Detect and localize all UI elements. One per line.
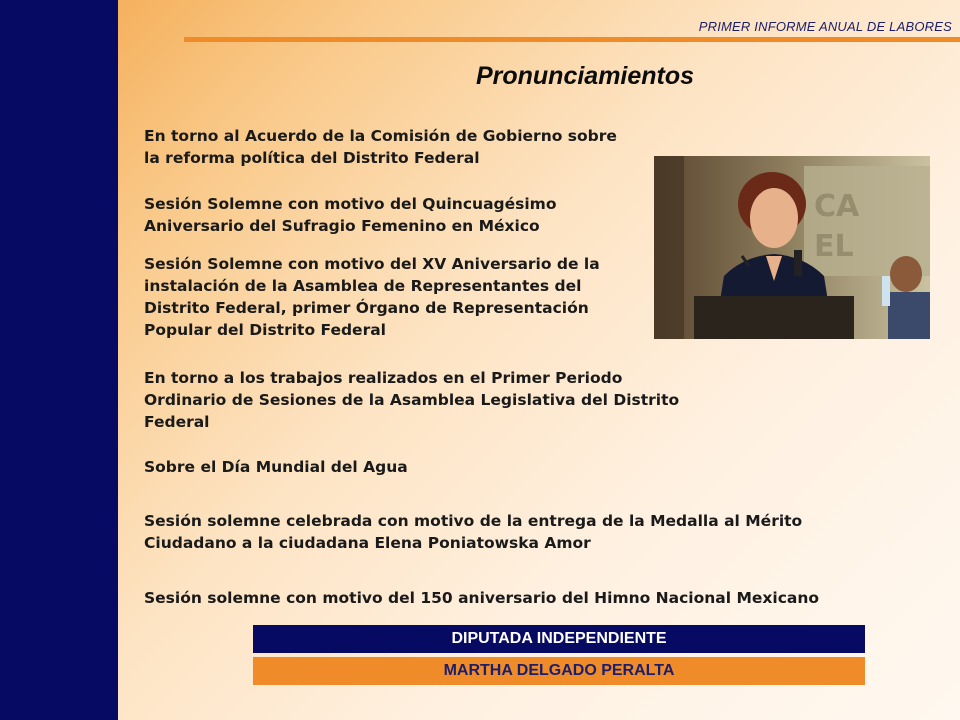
deputy-position-banner: DIPUTADA INDEPENDIENTE [253,625,865,653]
report-label: PRIMER INFORME ANUAL DE LABORES [698,19,952,34]
pronouncement-item-4: En torno a los trabajos realizados en el Primer Periodo Ordinario de Sesiones de la Asamblea Legislativa del Distrito Federal [144,369,680,431]
pronouncement-item-6: Sesión solemne celebrada con motivo de la entrega de la Medalla al Mérito Ciudadano a la ciudadana Elena Poniatowska Amor [144,512,803,552]
page-title: Pronunciamientos [475,62,695,90]
pronouncement-item-7: Sesión solemne con motivo del 150 aniversario del Himno Nacional Mexicano [144,589,820,607]
svg-text:CA: CA [814,189,860,224]
pronouncement-item-2: Sesión Solemne con motivo del Quincuagésimo Aniversario del Sufragio Femenino en México [144,195,557,235]
header-divider [184,37,960,42]
deputy-name-banner: MARTHA DELGADO PERALTA [253,657,865,685]
pronouncement-item-1: En torno al Acuerdo de la Comisión de Gobierno sobre la reforma política del Distrito Federal [144,127,617,167]
svg-text:EL: EL [814,229,854,264]
left-sidebar-bar [0,0,118,720]
pronouncement-item-5: Sobre el Día Mundial del Agua [144,458,408,476]
pronouncement-item-3: Sesión Solemne con motivo del XV Aniversario de la instalación de la Asamblea de Representantes del Distrito Federal, primer Órgano de Representación Popular del Distrito Federal [144,255,600,339]
speaker-photo [654,156,930,339]
